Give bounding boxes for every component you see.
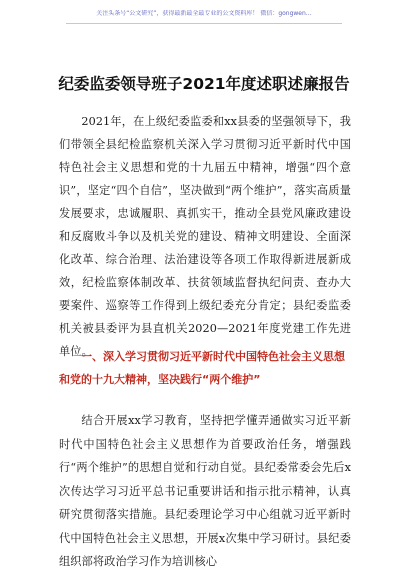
section-heading-1: 一、深入学习贯彻习近平新时代中国特色社会主义思想和党的十九大精神，坚决践行“两个维护” [59, 350, 345, 386]
document-title: 纪委监委领导班子2021年度述职述廉报告 [58, 75, 350, 93]
paragraph-section-1: 结合开展xx学习教育，坚持把学懂弄通做实习近平新时代中国特色社会主义思想作为首要政治任务，增强践行“两个维护”的思想自觉和行动自觉。县纪委常委会先后x次传达学习习近平总书记重要讲话和指示批示精神，认真研究贯彻落实措施。县纪委理论学习中心组就习近平新时代中国特色社会主义思想，开展x次集中学习研讨。县纪委组织部将政治学习作为培训核心 [59, 414, 351, 568]
header-banner[interactable]: 关注头条号“公文研究”，获得最新最全最专业的公文资料库！ 微信：gongwen… [66, 10, 342, 24]
paragraph-intro: 2021年，在上级纪委监委和xx县委的坚强领导下，我们带领全县纪检监察机关深入学习贯彻习近平新时代中国特色社会主义思想和党的十九届五中精神，增强“四个意识”，坚定“四个自信”，坚决做到“两个维护”，落实高质量发展要求，忠诚履职、真抓实干，推动全县党风廉政建设和反腐败斗争以及机关党的建设、精神文明建设、全面深化改革、综合治理、法治建设等各项工作取得新进展新成效，纪检监察体制改革、扶贫领域监督执纪问责、查办大要案件、巡察等工作得到上级纪委充分肯定；县纪委监委机关被县委评为县直机关2020—2021年度党建工作先进单位。 [59, 115, 351, 358]
